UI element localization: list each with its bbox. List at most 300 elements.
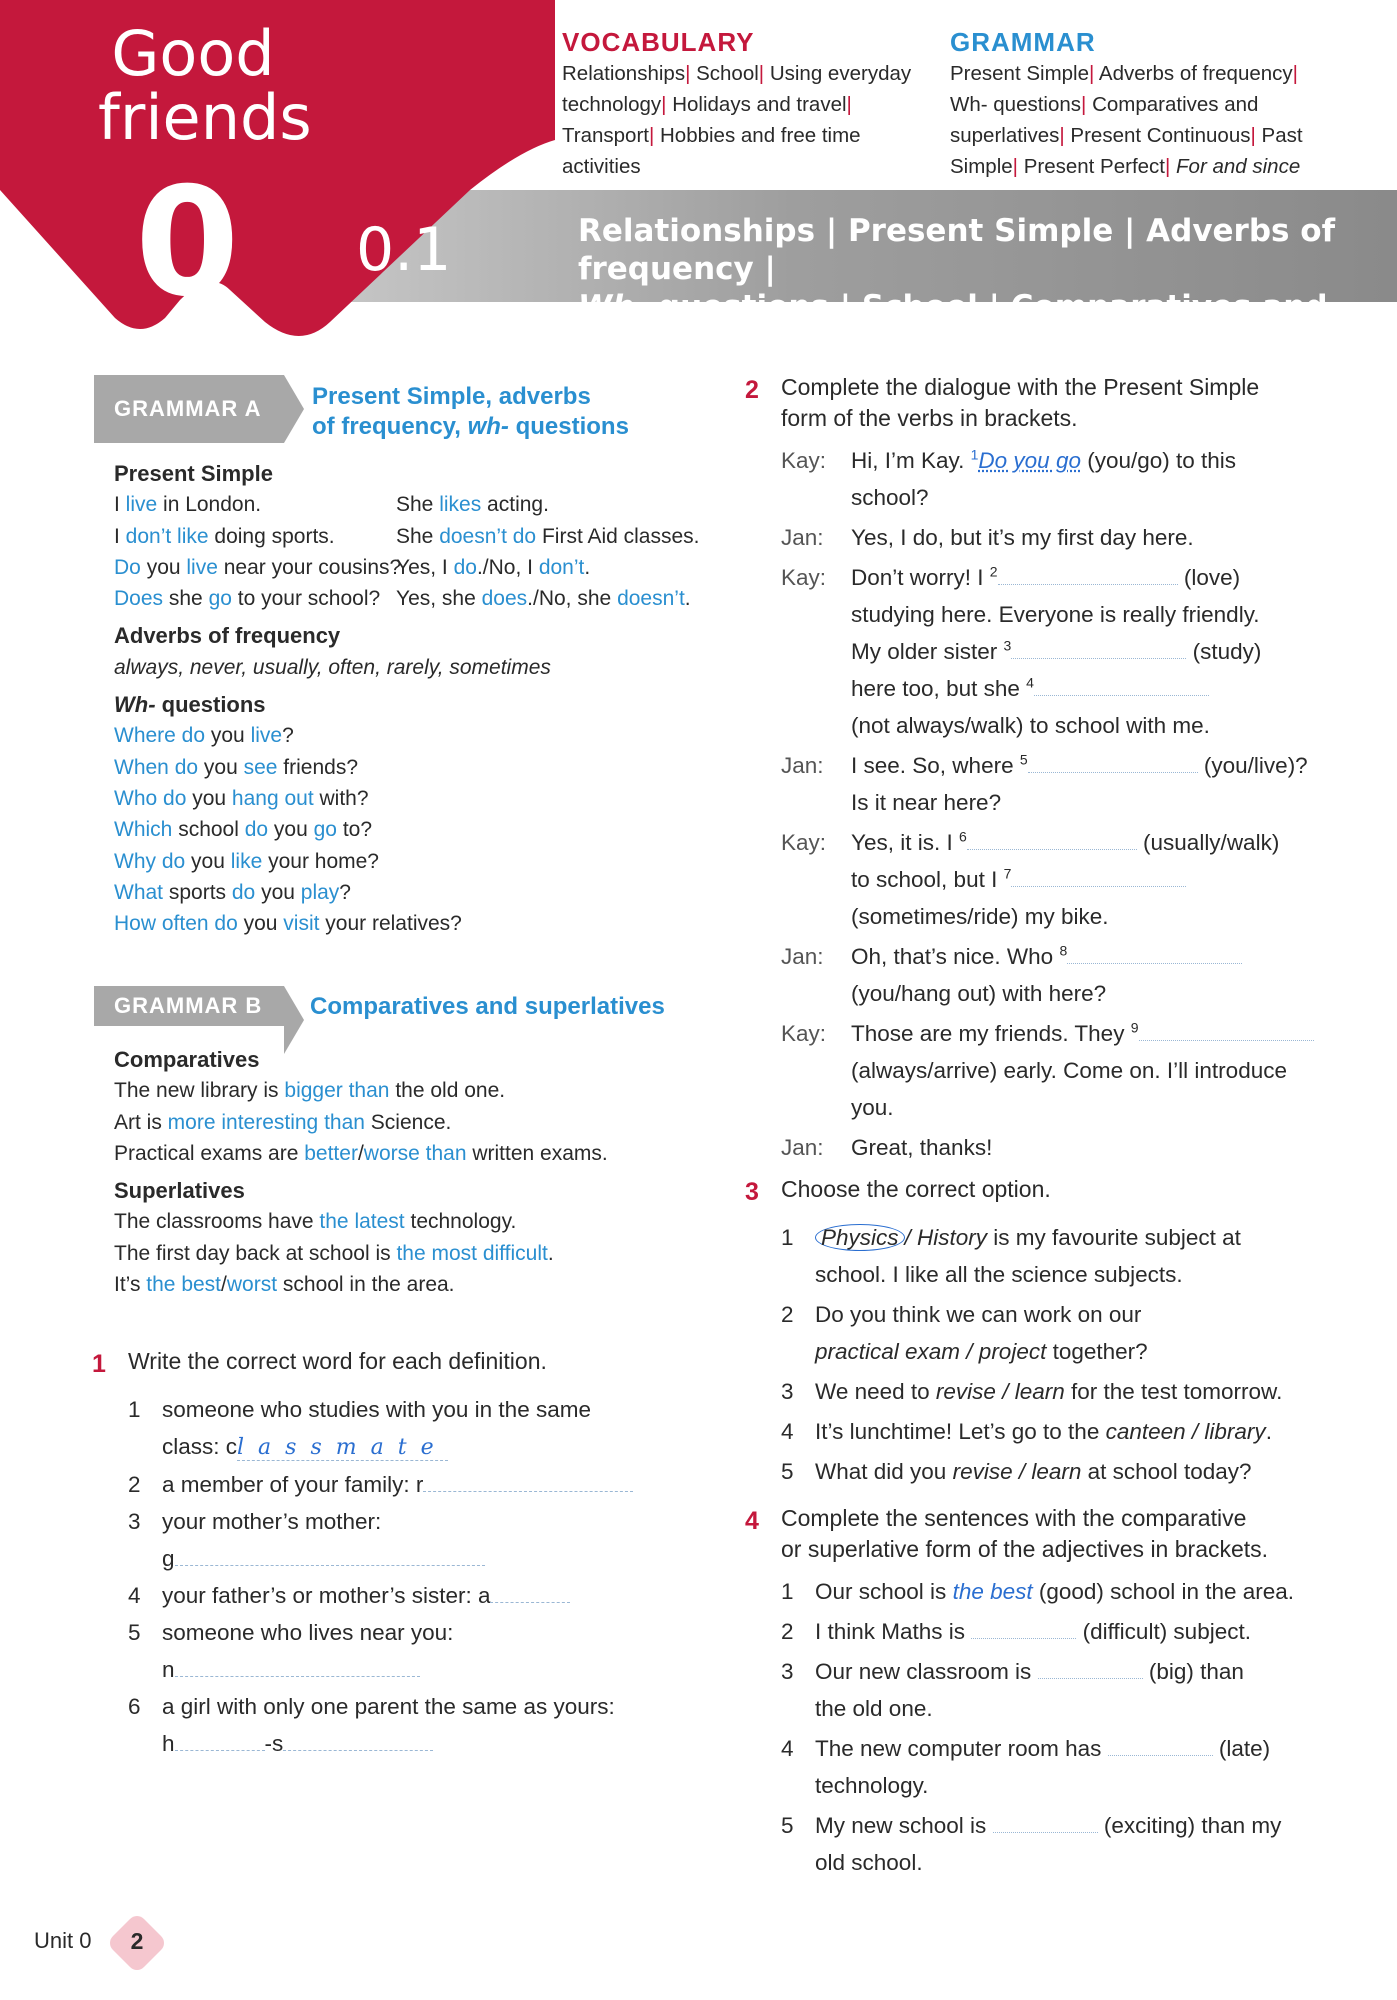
text-part: Hi, I’m Kay. <box>851 448 971 473</box>
example-text: . <box>584 555 591 579</box>
example-row <box>114 814 700 845</box>
item-line: class: c <box>162 1434 238 1459</box>
vocabulary-heading: VOCABULARY <box>562 27 755 57</box>
item-number: 5 <box>781 1459 794 1484</box>
speaker: Kay: <box>781 448 827 473</box>
answer-blank[interactable] <box>1067 942 1242 964</box>
item-text <box>815 1296 1345 1370</box>
vocabulary-summary <box>562 26 922 182</box>
answer-example: Do you go <box>978 448 1081 473</box>
example-text: She <box>396 493 440 517</box>
list-item <box>745 1413 1345 1450</box>
example-text: Yes, I <box>396 555 454 579</box>
option-pair[interactable]: canteen / library <box>1105 1419 1266 1444</box>
example-text: The new library is <box>114 1079 285 1103</box>
example-text: acting. <box>481 493 549 517</box>
lesson-topics-line1: Relationships | Present Simple | Adverbs of frequency | <box>578 213 1336 287</box>
example-row <box>114 1075 608 1106</box>
example-text: ./No, I <box>476 555 539 579</box>
grammar-a-heading <box>312 382 629 442</box>
example-highlight: visit <box>283 912 320 936</box>
dialogue-line <box>781 519 1345 556</box>
unit-number: 0 <box>135 156 240 330</box>
option-pair[interactable]: revise / learn <box>952 1459 1082 1484</box>
unit-title-line2: friends <box>98 81 312 154</box>
example-text: ? <box>282 724 294 748</box>
text-part: What did you <box>815 1459 953 1484</box>
text-part: is my favourite subject at <box>987 1225 1241 1250</box>
example-text: . <box>547 1241 554 1265</box>
example-highlight: Which <box>114 818 173 842</box>
example-highlight: worst <box>226 1273 278 1297</box>
adverbs-list: always, never, usually, often, rarely, sometimes <box>114 655 551 679</box>
gap-number: 2 <box>989 563 998 580</box>
example-text: in London. <box>157 493 262 517</box>
grammar-item: Comparatives and superlatives <box>950 93 1259 147</box>
text-part: (late) <box>1218 1736 1271 1761</box>
list-item <box>745 1296 1345 1370</box>
exercise-title <box>781 1503 1268 1565</box>
dialogue-line <box>781 938 1345 1012</box>
gap-number: 7 <box>1003 865 1012 882</box>
exercise-4-header <box>745 1503 1345 1565</box>
text-part: (you/hang out) with here? <box>851 981 1107 1006</box>
exercise-number: 2 <box>745 376 759 404</box>
example-highlight: doesn’t do <box>439 524 537 548</box>
exercise-2-header <box>745 372 1345 434</box>
exercise-number: 3 <box>745 1178 759 1206</box>
text-part: school? <box>851 485 929 510</box>
text-part: Don’t worry! I <box>851 565 990 590</box>
example-text: ./No, she <box>527 587 618 611</box>
speaker: Jan: <box>781 944 824 969</box>
example-row <box>114 521 700 552</box>
item-line: a member of your family: r <box>162 1472 424 1497</box>
item-number: 3 <box>781 1659 794 1684</box>
grammar-b-box <box>114 1044 608 1300</box>
example-highlight: hang out <box>231 786 314 810</box>
text-part: (always/arrive) early. Come on. I’ll introduce <box>851 1058 1287 1083</box>
item-text <box>815 1613 1345 1650</box>
example-row <box>114 552 700 583</box>
example-row <box>114 908 700 939</box>
answer-example: the best <box>952 1579 1033 1604</box>
text-part: Yes, it is. I <box>851 830 959 855</box>
example-text: to? <box>336 818 373 842</box>
separator: | <box>685 62 691 85</box>
text-part: Do you think we can work on our <box>815 1302 1142 1327</box>
example-highlight: the most difficult <box>396 1241 548 1265</box>
item-number: 4 <box>781 1736 794 1761</box>
dialogue-text <box>851 559 1345 744</box>
example-row <box>114 1238 608 1269</box>
item-text <box>162 1688 692 1762</box>
answer-blank[interactable] <box>490 1581 570 1603</box>
gap-number: 6 <box>958 828 967 845</box>
answer-blank[interactable] <box>971 1617 1076 1639</box>
answer-blank[interactable] <box>1034 674 1209 696</box>
example-text: The first day back at school is <box>114 1241 397 1265</box>
example-row <box>114 846 700 877</box>
exercise-1 <box>92 1346 692 1762</box>
option-pair[interactable]: practical exam / project <box>815 1339 1047 1364</box>
item-text <box>815 1573 1345 1610</box>
item-number: 4 <box>128 1583 141 1608</box>
exercise-3 <box>745 1174 1345 1490</box>
example-highlight: Does <box>114 587 164 611</box>
example-text: First Aid classes. <box>536 524 700 548</box>
text-part: Oh, that’s nice. Who <box>851 944 1060 969</box>
text-part: (good) school in the area. <box>1032 1579 1295 1604</box>
gap-number: 4 <box>1026 674 1034 691</box>
text-part: (not always/walk) to school with me. <box>851 713 1210 738</box>
speaker: Jan: <box>781 1135 824 1160</box>
text-part: I see. So, where <box>851 753 1020 778</box>
example-text: your relatives? <box>319 912 462 936</box>
text-part: Our new classroom is <box>815 1659 1038 1684</box>
list-item <box>745 1453 1345 1490</box>
item-text <box>815 1653 1345 1727</box>
exercise-title: Write the correct word for each definition. <box>128 1348 547 1374</box>
text-part: Those are my friends. They <box>851 1021 1131 1046</box>
example-text: She <box>396 524 440 548</box>
grammar-a-heading-line2 <box>312 412 629 442</box>
item-line: someone who lives near you: <box>162 1620 454 1645</box>
exercise-4 <box>745 1503 1345 1881</box>
item-number: 5 <box>128 1620 141 1645</box>
example-right <box>396 521 700 552</box>
page-number: 2 <box>130 1928 144 1954</box>
item-text <box>815 1413 1345 1450</box>
vocab-item: Holidays and travel <box>672 93 847 116</box>
exercise-1-header <box>92 1346 692 1383</box>
grammar-a-box <box>114 458 700 939</box>
item-text <box>815 1453 1345 1490</box>
option-pair[interactable]: revise / learn <box>935 1379 1065 1404</box>
example-highlight: don’t <box>538 555 585 579</box>
text-part: at school today? <box>1081 1459 1252 1484</box>
superlatives-heading: Superlatives <box>114 1178 245 1204</box>
example-right <box>396 489 549 520</box>
item-number: 6 <box>128 1694 141 1719</box>
text-part: Our school is <box>815 1579 953 1604</box>
superlatives-examples <box>114 1206 608 1300</box>
example-text: you <box>268 818 314 842</box>
text-part: old school. <box>815 1850 923 1875</box>
dialogue-line <box>781 1129 1345 1166</box>
example-left <box>114 521 396 552</box>
exercise-3-header <box>745 1174 1345 1211</box>
example-highlight: see <box>243 755 278 779</box>
separator: | <box>1089 62 1095 85</box>
list-item <box>92 1503 692 1577</box>
example-text: Science. <box>364 1110 452 1134</box>
text-part: (study) <box>1192 639 1262 664</box>
example-text: you <box>198 755 244 779</box>
item-number: 1 <box>781 1225 794 1250</box>
gap-number: 3 <box>1003 637 1012 654</box>
item-line: -s <box>264 1731 284 1756</box>
exercise-3-items <box>745 1219 1345 1490</box>
item-text <box>162 1466 692 1503</box>
gap-number: 8 <box>1059 942 1068 959</box>
item-line: h <box>162 1731 175 1756</box>
answer-blank[interactable] <box>1139 1019 1314 1041</box>
example-text: Art is <box>114 1110 168 1134</box>
wh-heading-rest: questions <box>155 692 266 718</box>
example-row <box>114 1107 608 1138</box>
text-part: (difficult) subject. <box>1082 1619 1251 1644</box>
example-text: you <box>237 912 284 936</box>
gap-number: 9 <box>1130 1019 1139 1036</box>
wh-heading <box>114 689 700 720</box>
item-number: 2 <box>781 1302 794 1327</box>
example-highlight: don’t like <box>125 524 209 548</box>
answer-blank[interactable] <box>175 1544 485 1566</box>
item-text <box>815 1730 1345 1804</box>
grammar-item: Present Simple <box>950 62 1090 85</box>
list-item <box>92 1614 692 1688</box>
separator: | <box>1250 124 1256 147</box>
item-line: a girl with only one parent the same as yours: <box>162 1694 615 1719</box>
example-highlight: What <box>114 880 164 904</box>
speaker: Kay: <box>781 565 827 590</box>
example-text: Yes, she <box>396 587 482 611</box>
adverbs-heading: Adverbs of frequency <box>114 623 341 649</box>
exercise-4-items <box>745 1573 1345 1881</box>
dialogue-line <box>781 559 1345 744</box>
example-text: with? <box>313 786 369 810</box>
item-number: 5 <box>781 1813 794 1838</box>
text-part: The new computer room has <box>815 1736 1108 1761</box>
separator: | <box>1165 155 1171 178</box>
example-left <box>114 583 396 614</box>
grammar-item: For and since <box>1176 155 1301 178</box>
separator: | <box>1081 93 1087 116</box>
wh-italic: Wh- <box>578 289 648 325</box>
item-line: g <box>162 1546 175 1571</box>
example-text: she <box>163 587 209 611</box>
separator: | <box>1059 124 1065 147</box>
dialogue-text <box>851 824 1345 935</box>
separator: | <box>1292 62 1298 85</box>
item-number: 4 <box>781 1419 794 1444</box>
item-text <box>162 1614 692 1688</box>
example-text: you <box>185 849 231 873</box>
example-highlight: do <box>244 818 269 842</box>
answer-input[interactable]: lassmate <box>237 1435 448 1460</box>
text-part: We need to <box>815 1379 936 1404</box>
wh-question-examples <box>114 720 700 939</box>
title-line: form of the verbs in brackets. <box>781 405 1078 431</box>
example-text: written exams. <box>466 1141 608 1165</box>
title-line: or superlative form of the adjectives in brackets. <box>781 1536 1269 1562</box>
example-highlight: Do <box>114 555 141 579</box>
dialogue-text: Great, thanks! <box>851 1135 993 1160</box>
example-text: near your cousins? <box>217 555 402 579</box>
grammar-a-heading-line1: Present Simple, adverbs <box>312 383 591 410</box>
answer-blank[interactable] <box>175 1729 265 1751</box>
text-part: school. I like all the science subjects. <box>815 1262 1183 1287</box>
lesson-topics-rest: questions | School | Comparatives and superlatives <box>578 289 1328 363</box>
grammar-summary <box>950 26 1310 182</box>
example-text: The classrooms have <box>114 1210 320 1234</box>
example-text: Practical exams are <box>114 1141 305 1165</box>
answer-blank[interactable] <box>1011 865 1186 887</box>
present-simple-examples <box>114 489 700 614</box>
list-item <box>745 1573 1345 1610</box>
item-number: 3 <box>128 1509 141 1534</box>
list-item <box>92 1466 692 1503</box>
separator: | <box>648 124 655 147</box>
example-highlight: do <box>231 880 256 904</box>
example-text: technology. <box>404 1210 517 1234</box>
list-item <box>92 1577 692 1614</box>
example-left <box>114 489 396 520</box>
unit-title-line1: Good <box>111 17 275 90</box>
grammar-a-tag: GRAMMAR A <box>94 375 284 443</box>
list-item <box>745 1373 1345 1410</box>
text-part: studying here. Everyone is really friendly. <box>851 602 1260 627</box>
heading-part: questions <box>508 413 629 440</box>
answer-blank[interactable] <box>993 1811 1098 1833</box>
grammar-item: Wh- questions <box>950 93 1082 116</box>
example-highlight: go <box>313 818 337 842</box>
separator: | <box>1012 155 1018 178</box>
example-text: you <box>255 880 301 904</box>
item-line: your mother’s mother: <box>162 1509 382 1534</box>
dialogue-line <box>781 442 1345 516</box>
list-item <box>92 1688 692 1762</box>
lesson-topics <box>578 212 1378 364</box>
lesson-number: 0.1 <box>356 215 452 285</box>
exercise-title <box>781 372 1259 434</box>
list-item <box>745 1613 1345 1650</box>
footer-unit-label: Unit 0 <box>34 1928 92 1953</box>
example-text: you <box>186 786 232 810</box>
example-text: you <box>140 555 187 579</box>
example-text: friends? <box>277 755 358 779</box>
example-text: school in the area. <box>277 1273 455 1297</box>
text-part: you. <box>851 1095 894 1120</box>
text-part: for the test tomorrow. <box>1064 1379 1283 1404</box>
exercise-number: 1 <box>92 1350 106 1378</box>
example-highlight: more interesting than <box>167 1110 365 1134</box>
grammar-heading: GRAMMAR <box>950 27 1096 57</box>
answer-blank[interactable] <box>283 1729 433 1751</box>
example-text: ? <box>339 880 351 904</box>
dialogue-line <box>781 824 1345 935</box>
example-row <box>114 489 700 520</box>
example-highlight: live <box>186 555 218 579</box>
example-highlight: doesn’t <box>617 587 685 611</box>
answer-blank[interactable] <box>967 828 1137 850</box>
item-text <box>815 1373 1345 1410</box>
dialogue-text: Yes, I do, but it’s my first day here. <box>851 525 1194 550</box>
title-line: Complete the dialogue with the Present Simple <box>781 374 1260 400</box>
item-number: 1 <box>781 1579 794 1604</box>
answer-blank[interactable] <box>998 563 1178 585</box>
vocab-item: Transport <box>562 124 649 147</box>
text-part: (big) than <box>1148 1659 1244 1684</box>
item-number: 1 <box>128 1397 141 1422</box>
exercise-1-items <box>92 1391 692 1762</box>
answer-blank[interactable] <box>423 1470 633 1492</box>
text-part: . <box>1265 1419 1272 1444</box>
answer-blank[interactable] <box>1108 1734 1213 1756</box>
example-highlight: go <box>208 587 232 611</box>
text-part: (you/go) to this <box>1080 448 1237 473</box>
grammar-item: Past Simple <box>950 124 1303 178</box>
example-text: the old one. <box>389 1079 506 1103</box>
option-selected[interactable]: Physics <box>815 1224 905 1251</box>
speaker: Jan: <box>781 525 824 550</box>
example-text: your home? <box>262 849 379 873</box>
title-line: Complete the sentences with the comparative <box>781 1505 1247 1531</box>
example-highlight: worse than <box>363 1141 467 1165</box>
list-item <box>745 1730 1345 1804</box>
example-highlight: bigger than <box>284 1079 390 1103</box>
answer-blank[interactable] <box>1011 637 1186 659</box>
text-part: here too, but she <box>851 676 1027 701</box>
example-row <box>114 720 700 751</box>
heading-part: of frequency, <box>312 413 468 440</box>
separator: | <box>758 62 765 85</box>
example-row <box>114 783 700 814</box>
example-highlight: likes <box>439 493 482 517</box>
example-left <box>114 552 402 583</box>
exercise-title: Choose the correct option. <box>781 1176 1051 1202</box>
item-text <box>815 1219 1345 1293</box>
comparatives-examples <box>114 1075 608 1169</box>
example-highlight: the latest <box>319 1210 405 1234</box>
list-item <box>745 1807 1345 1881</box>
text-part: (you/live)? <box>1203 753 1308 778</box>
text-part: together? <box>1046 1339 1148 1364</box>
example-text: I <box>114 524 126 548</box>
option[interactable]: / History <box>904 1225 988 1250</box>
dialogue-text <box>851 938 1345 1012</box>
separator: | <box>846 93 852 116</box>
answer-blank[interactable] <box>175 1655 420 1677</box>
example-row <box>114 1269 608 1300</box>
text-part: I think Maths is <box>815 1619 972 1644</box>
answer-blank[interactable] <box>1038 1657 1143 1679</box>
answer-blank[interactable] <box>1028 751 1198 773</box>
item-text <box>162 1577 692 1614</box>
text-part: Is it near here? <box>851 790 1002 815</box>
vocab-item: Relationships <box>562 62 686 85</box>
example-highlight: play <box>300 880 340 904</box>
exercise-number: 4 <box>745 1507 759 1535</box>
text-part: the old one. <box>815 1696 933 1721</box>
item-number: 2 <box>128 1472 141 1497</box>
example-text: / <box>221 1273 227 1297</box>
example-row <box>114 1206 608 1237</box>
example-text: It’s <box>114 1273 147 1297</box>
example-text: to your school? <box>231 587 381 611</box>
text-part: (exciting) than my <box>1103 1813 1282 1838</box>
text-part: to school, but I <box>851 867 1004 892</box>
example-highlight: do <box>453 555 477 579</box>
comparatives-heading: Comparatives <box>114 1047 260 1072</box>
gap-number: 1 <box>970 446 979 463</box>
speaker: Kay: <box>781 1021 827 1046</box>
grammar-list <box>950 58 1310 182</box>
dialogue-text <box>851 1015 1345 1126</box>
example-row <box>114 877 700 908</box>
vocab-item: School <box>696 62 759 85</box>
